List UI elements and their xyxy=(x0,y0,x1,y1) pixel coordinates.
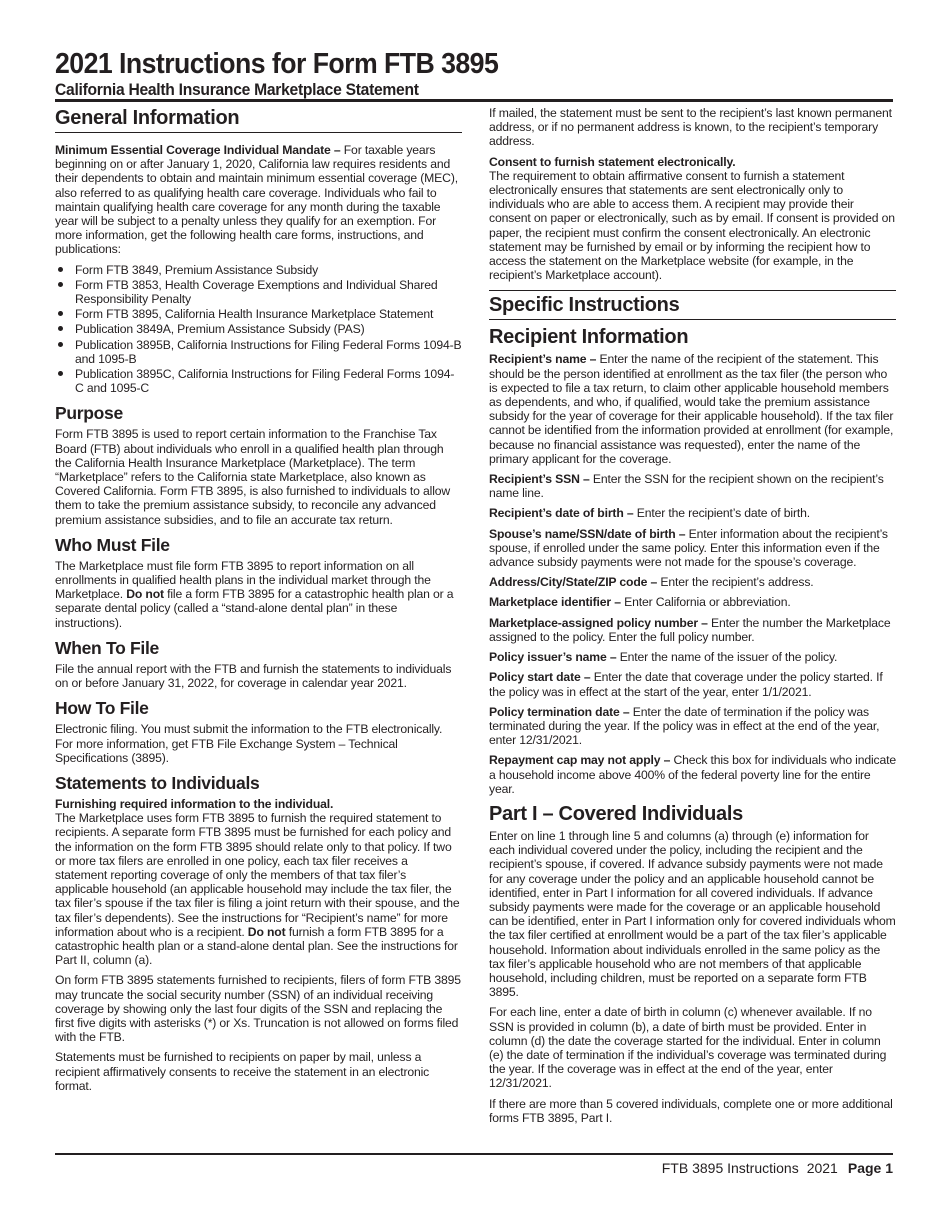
field-lead: Recipient’s date of birth – xyxy=(489,506,634,521)
page-footer xyxy=(662,1159,893,1177)
section-heading-purpose: Purpose xyxy=(55,403,123,424)
section-heading-who-must-file: Who Must File xyxy=(55,534,170,555)
field-lead: Repayment cap may not apply – xyxy=(489,753,671,768)
field-lead: Recipient’s name – xyxy=(489,352,597,367)
section-heading-how-to-file: How To File xyxy=(55,698,149,719)
field-policy-start xyxy=(489,670,896,698)
left-column xyxy=(55,106,462,1099)
purpose-paragraph: Form FTB 3895 is used to report certain information to the Franchise Tax Board (FTB) about individuals who enroll in a qualified health plan through the California Health Insurance Marketplace (Marketplace). The term “Marketplace” refers to the California state Marketplace, also known as Covered California. Form FTB 3895, is also furnished to individuals to allow them to take the premium assistance subsidy, to reconcile any advanced premium assistance subsidies, and to file an accurate tax return. xyxy=(55,427,451,527)
field-lead: Policy start date – xyxy=(489,670,591,685)
field-text: Enter the date that coverage under the policy started. If the policy was in effect at the start of the year, enter 1/1/2021. xyxy=(489,670,883,699)
field-recipient-dob xyxy=(489,506,896,520)
mandate-lead: Minimum Essential Coverage Individual Mandate – xyxy=(55,143,341,157)
field-text: Enter the name of the recipient of the statement. This should be the person identified at enrollment as the tax filer (the person who is expected to file a tax return, to claim other applicable household members as dependents, and who, if qualified, would take the premium assistance subsidy for the year of coverage for their applicable household). If the tax filer cannot be identified from the information provided at enrollment (for example, because no financial assistance was requested), enter the name of the primary applicant for the coverage. xyxy=(489,352,894,466)
field-text: Enter the recipient’s date of birth. xyxy=(633,506,810,521)
footer-rule xyxy=(55,1153,893,1155)
statements-text-part1: The Marketplace uses form FTB 3895 to furnish the required statement to recipients. A separate form FTB 3895 must be furnished for each policy and the information on the form FTB 3895 should relate only to that policy. If two or more tax filers are enrolled in one policy, each tax filer receives a statement reporting coverage of only the members of that tax filer’s applicable household (an applicable household may include the tax filer, the tax filer’s spouse if the tax filer is filing a joint return with their spouse, and the tax filer’s dependents). See the instructions for “Recipient’s name” for more information about who is a recipient. xyxy=(55,811,460,939)
consent-paragraph: The requirement to obtain affirmative consent to furnish a statement electronically ensures that statements are sent electronically only to individuals who are able to access them. A recipient may provide their consent on paper or electronically, such as by email. If consent is provided on paper, the recipient must confirm the consent electronically. An electronic statement may be furnished by email or by informing the recipient how to access the statement on the Marketplace website (for example, in the recipient’s Marketplace account). xyxy=(489,168,895,283)
field-recipient-name xyxy=(489,352,896,466)
document-title: 2021 Instructions for Form FTB 3895 xyxy=(55,48,499,80)
field-policy-termination xyxy=(489,705,896,748)
field-text: Enter the SSN for the recipient shown on the recipient’s name line. xyxy=(489,472,884,501)
who-text-part2: file a form FTB 3895 for a catastrophic health plan or a separate dental policy (called a “stand-alone dental plan” in these instructions). xyxy=(55,587,454,630)
mandate-text: For taxable years beginning on or after January 1, 2020, California law requires residents and their dependents to obtain and maintain minimum essential coverage (MEC), also referred to as qualifying health care coverage. Individuals who fail to maintain qualifying health care coverage for any month during the taxable year will be subject to a penalty unless they qualify for an exemption. For more information, get the following health care forms, instructions, and publications: xyxy=(55,143,458,257)
field-text: Check this box for individuals who indicate a household income above 400% of the federal poverty line for the entire year. xyxy=(489,753,896,796)
field-text: Enter California or abbreviation. xyxy=(620,595,791,610)
statements-subheading: Furnishing required information to the individual. xyxy=(55,796,334,811)
field-text: Enter the date of termination if the policy was terminated during the year. If the policy was in effect at the end of the year, enter 12/31/2021. xyxy=(489,704,880,748)
section-heading-recipient-information: Recipient Information xyxy=(489,326,689,349)
list-item: Publication 3895B, California Instructions for Filing Federal Forms 1094-B and 1095-B xyxy=(55,338,462,366)
field-lead: Marketplace identifier – xyxy=(489,595,621,610)
document-subtitle: California Health Insurance Marketplace Statement xyxy=(55,80,419,99)
field-marketplace-identifier xyxy=(489,595,896,609)
field-recipient-ssn xyxy=(489,472,896,500)
who-text-bold: Do not xyxy=(126,587,164,602)
title-rule xyxy=(55,99,893,102)
list-item: Publication 3895C, California Instructions for Filing Federal Forms 1094-C and 1095-C xyxy=(55,367,462,395)
part1-paragraph-3: If there are more than 5 covered individuals, complete one or more additional forms FTB 3895, Part I. xyxy=(489,1096,893,1125)
footer-page-number: Page 1 xyxy=(847,1160,893,1176)
footer-year: 2021 xyxy=(806,1160,838,1176)
section-heading-general-information: General Information xyxy=(55,106,462,133)
right-column xyxy=(489,106,896,1131)
field-text: Enter the name of the issuer of the policy. xyxy=(616,650,838,665)
statements-text-bold: Do not xyxy=(247,924,286,939)
mailed-paragraph: If mailed, the statement must be sent to the recipient’s last known permanent address, or if no permanent address is known, to the recipient’s temporary address. xyxy=(489,106,892,149)
list-item: Publication 3849A, Premium Assistance Subsidy (PAS) xyxy=(55,322,462,336)
part1-paragraph-2: For each line, enter a date of birth in column (c) whenever available. If no SSN is provided in column (b), a date of birth must be provided. Enter in column (d) the date the coverage started for the individual. Enter in column (e) the date of termination if the individual’s coverage was terminated during the year. If the coverage was in effect at the end of the year, enter 12/31/2021. xyxy=(489,1005,887,1091)
field-address xyxy=(489,575,896,589)
ssn-truncation-paragraph: On form FTB 3895 statements furnished to recipients, filers of form FTB 3895 may truncate the social security number (SSN) of an individual receiving coverage by showing only the last four digits of the SSN and replacing the first five digits with asterisks (*) or Xs. Truncation is not allowed on forms filed with the FTB. xyxy=(55,973,461,1045)
mail-paragraph: Statements must be furnished to recipients on paper by mail, unless a recipient affirmatively consents to receive the statement in an electronic format. xyxy=(55,1050,430,1093)
field-text: Enter the number the Marketplace assigned to the policy. Enter the full policy number. xyxy=(489,615,891,644)
section-heading-specific-instructions: Specific Instructions xyxy=(489,290,896,320)
who-text-part1: The Marketplace must file form FTB 3895 to report information on all enrollments in qualified health plans in the individual market through the Marketplace. xyxy=(55,558,431,602)
field-policy-issuer xyxy=(489,650,896,664)
section-heading-part-1: Part I – Covered Individuals xyxy=(489,802,743,825)
field-lead: Marketplace-assigned policy number – xyxy=(489,615,708,630)
how-to-file-paragraph: Electronic filing. You must submit the information to the FTB electronically. For more information, get FTB File Exchange System – Technical Specifications (3895). xyxy=(55,722,443,765)
page-header xyxy=(55,48,895,100)
publications-list xyxy=(55,263,462,396)
when-to-file-paragraph: File the annual report with the FTB and furnish the statements to individuals on or before January 31, 2022, for coverage in calendar year 2021. xyxy=(55,661,452,691)
statements-text-part2: furnish a form FTB 3895 for a catastrophic health plan or a stand-alone dental plan. See the instructions for Part II, column (a). xyxy=(55,924,458,968)
list-item: Form FTB 3853, Health Coverage Exemptions and Individual Shared Responsibility Penalty xyxy=(55,278,462,306)
statements-paragraph xyxy=(55,811,462,967)
field-repayment-cap xyxy=(489,753,896,796)
part1-paragraph-1: Enter on line 1 through line 5 and columns (a) through (e) information for each individual covered under the policy, including the recipient and the recipient’s spouse, if covered. If advance subsidy payments were not made for any coverage under the policy and an applicable household cannot be identified, enter in Part I information for all covered individuals. If advance subsidy payments were made for the coverage or an applicable household can be identified, enter in Part I information only for covered individuals whom the tax filer certified at enrollment would be a part of the tax filer’s applicable household. Information about individuals enrolled in the same policy as the tax filer’s applicable household who are not members of that applicable household, including children, must be reported on a separate form FTB 3895. xyxy=(489,828,896,1000)
section-heading-statements: Statements to Individuals xyxy=(55,772,260,793)
mandate-paragraph xyxy=(55,143,462,257)
field-lead: Policy termination date – xyxy=(489,704,630,719)
field-lead: Recipient’s SSN – xyxy=(489,472,590,487)
field-lead: Spouse’s name/SSN/date of birth – xyxy=(489,526,686,541)
footer-form-name: FTB 3895 Instructions xyxy=(661,1160,799,1176)
section-heading-when-to-file: When To File xyxy=(55,637,159,658)
field-lead: Address/City/State/ZIP code – xyxy=(489,575,658,590)
list-item: Form FTB 3895, California Health Insurance Marketplace Statement xyxy=(55,307,462,321)
field-text: Enter the recipient’s address. xyxy=(657,575,814,590)
field-policy-number xyxy=(489,616,896,644)
field-lead: Policy issuer’s name – xyxy=(489,650,617,665)
list-item: Form FTB 3849, Premium Assistance Subsidy xyxy=(55,263,462,277)
who-must-file-paragraph xyxy=(55,559,462,630)
field-spouse-info xyxy=(489,527,896,570)
consent-subheading: Consent to furnish statement electronically. xyxy=(489,154,736,169)
field-text: Enter information about the recipient’s spouse, if enrolled under the same policy. Enter this information even if the advance subsidy payments were not made for the spouse’s coverage. xyxy=(489,526,888,570)
